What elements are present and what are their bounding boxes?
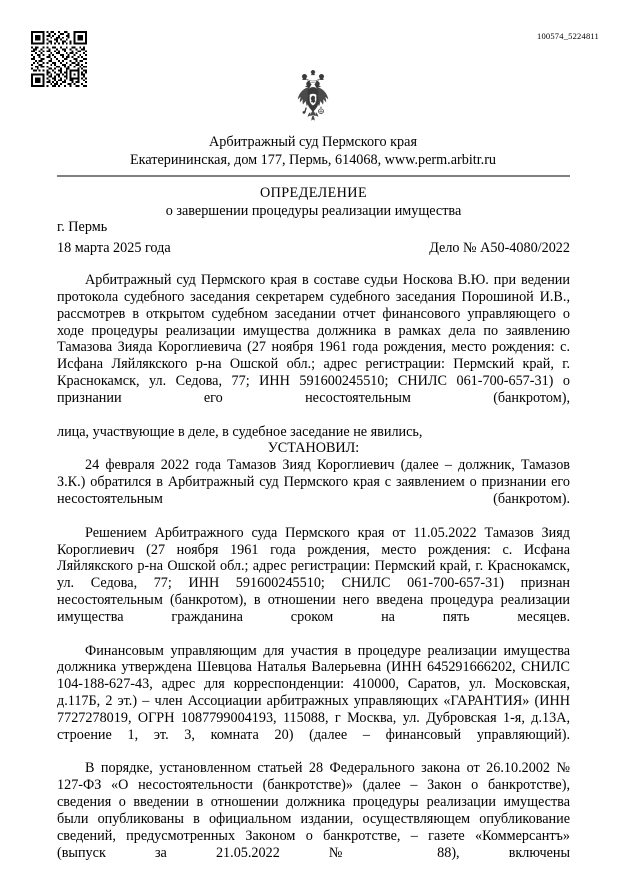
paragraph-intro: Арбитражный суд Пермского края в составе судьи Носкова В.Ю. при ведении протокола судебного заседания секретарем судебного заседания Порошиной И.В., рассмотрев в открытом судебном заседании отчет финансового управляющего о ходе процедуры реализации имущества должника в рамках дела по заявлению Тамазова Зияда Короглиевича (27 ноября 1961 года рождения, место рождения: с. Исфана Ляйлякского р-на Ошской обл.; адрес регистрации: Пермский край, г. Краснокамск, ул. Седова, 77; ИНН 591600245510; СНИЛС 061-700-657-31) о признании его несостоятельным (банкротом), xyxy=(57,272,570,406)
paragraph-attendance: лица, участвующие в деле, в судебное заседание не явились, xyxy=(57,423,423,440)
paragraph-decision: Решением Арбитражного суда Пермского края от 11.05.2022 Тамазов Зияд Короглиевич (27 ноября 1961 года рождения, место рождения: с. Исфана Ляйлякского р-на Ошской обл.; адрес регистрации: Пермский край, г. Краснокамск, ул. Седова, 77; ИНН 591600245510; СНИЛС 061-700-657-31) признан несостоятельным (банкротом), в отношении него введена процедура реализации имущества гражданина сроком на пять месяцев. xyxy=(57,524,570,625)
document-id: 100574_5224811 xyxy=(537,31,599,41)
date-and-case-line xyxy=(57,240,570,257)
document-kind: ОПРЕДЕЛЕНИЕ xyxy=(259,185,368,201)
document-date: 18 марта 2025 года xyxy=(57,240,171,256)
coat-of-arms-wrap xyxy=(0,68,626,134)
document-title-block xyxy=(57,184,570,221)
russian-coat-of-arms-icon xyxy=(290,68,336,130)
place-line: г. Пермь xyxy=(57,219,108,235)
case-number: Дело № А50-4080/2022 xyxy=(429,240,570,256)
court-header xyxy=(0,133,626,169)
court-name: Арбитражный суд Пермского края xyxy=(209,134,417,150)
paragraph-publication: В порядке, установленном статьей 28 Федерального закона от 26.10.2002 № 127-ФЗ «О несостоятельности (банкротстве)» (далее – Закон о банкротстве), сведения о введении в отношении должника процедуры реализации имущества были опубликованы в официальном издании, осуществляющем опубликование сведений, предусмотренных Законом о банкротстве, – газете «Коммерсантъ» (выпуск за 21.05.2022 № 88), включены xyxy=(57,760,570,861)
paragraph-financial-manager: Финансовым управляющим для участия в процедуре реализации имущества должника утверждена Шевцова Наталья Валерьевна (ИНН 645291666202, СНИЛС 104-188-627-43, адрес для корреспонденции: 410000, Саратов, ул. Московская, д.117Б, 2 эт.) – член Ассоциации арбитражных управляющих «ГАРАНТИЯ» (ИНН 7727278019, ОГРН 1087799004193, 115088, г Москва, ул. Дубровская 1-я, д.13А, строение 1, эт. 3, комната 20) (далее – финансовый управляющий). xyxy=(57,642,570,743)
document-body xyxy=(57,272,570,878)
document-subject: о завершении процедуры реализации имущества xyxy=(165,203,462,220)
paragraph-application: 24 февраля 2022 года Тамазов Зияд Короглиевич (далее – должник, Тамазов З.К.) обратился в Арбитражный суд Пермского края с заявлением о признании его несостоятельным (банкротом). xyxy=(57,457,570,507)
header-divider xyxy=(57,175,570,177)
court-address: Екатерининская, дом 177, Пермь, 614068, www.perm.arbitr.ru xyxy=(129,152,497,169)
ruled-heading: УСТАНОВИЛ: xyxy=(267,440,360,457)
